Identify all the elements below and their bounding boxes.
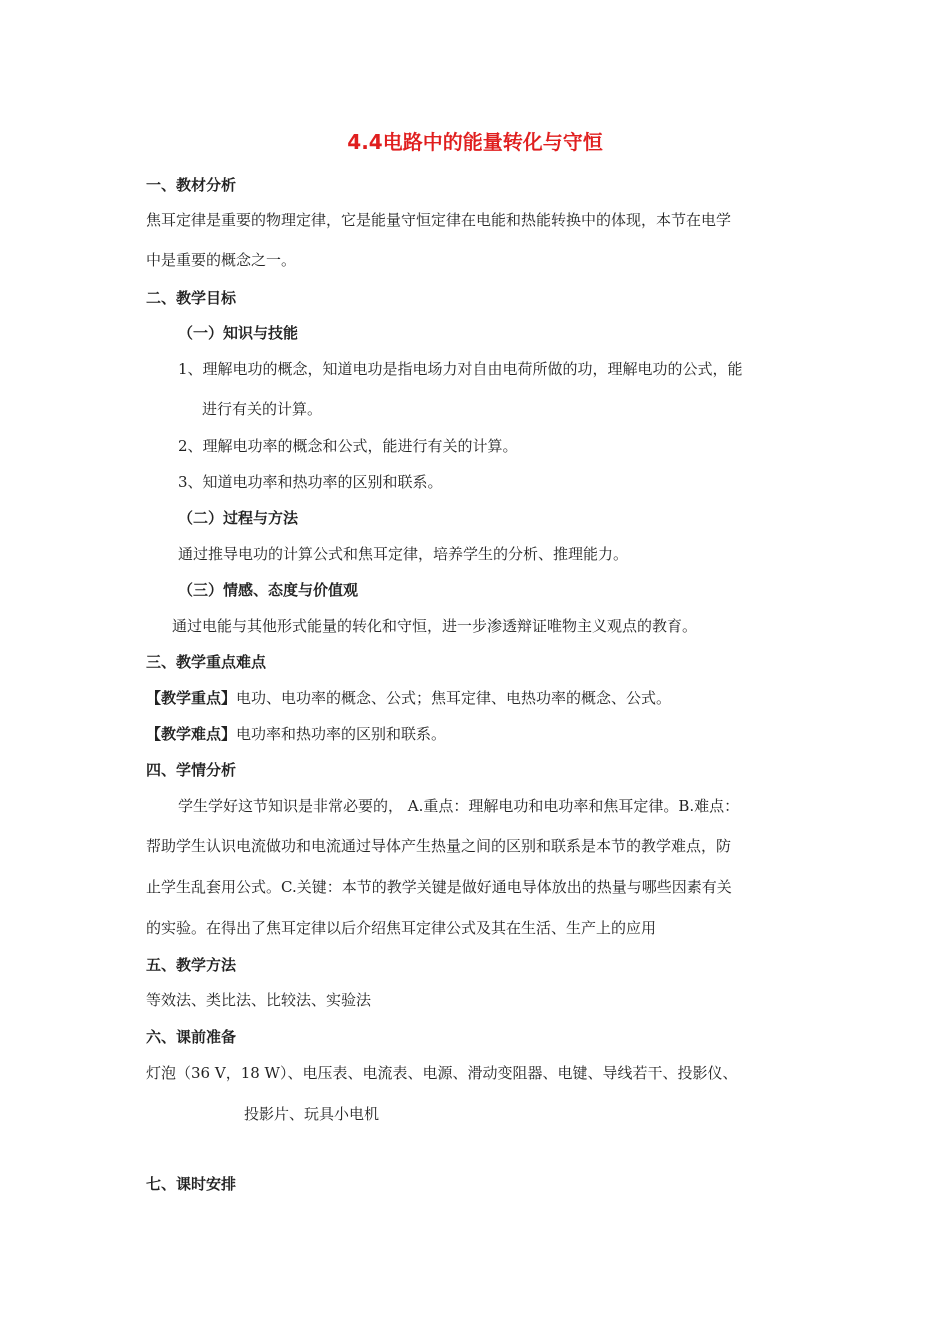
objective-item: 进行有关的计算。 — [202, 400, 323, 418]
paragraph-line: 灯泡（36 V，18 W）、电压表、电流表、电源、滑动变阻器、电键、导线若干、投影仪、 — [146, 1064, 738, 1082]
key-point-line — [146, 688, 671, 708]
paragraph-line: 中是重要的概念之一。 — [146, 251, 297, 269]
objective-item: 3、知道电功率和热功率的区别和联系。 — [178, 473, 443, 491]
subheading-attitude: （三）情感、态度与价值观 — [178, 581, 359, 599]
difficulty-text: 电功率和热功率的区别和联系。 — [236, 725, 447, 743]
key-point-label: 【教学重点】 — [146, 689, 237, 707]
paragraph-line: 焦耳定律是重要的物理定律，它是能量守恒定律在电能和热能转换中的体现，本节在电学 — [146, 211, 732, 229]
paragraph-line: 帮助学生认识电流做功和电流通过导体产生热量之间的区别和联系是本节的教学难点，防 — [146, 837, 732, 855]
paragraph-line: 学生学好这节知识是非常必要的， A.重点：理解电功和电功率和焦耳定律。B.难点： — [178, 797, 740, 815]
section-heading-student-analysis: 四、学情分析 — [146, 761, 237, 779]
paragraph-line: 的实验。在得出了焦耳定律以后介绍焦耳定律公式及其在生活、生产上的应用 — [146, 919, 657, 937]
paragraph-line: 止学生乱套用公式。C.关键：本节的教学关键是做好通电导体放出的热量与哪些因素有关 — [146, 878, 732, 896]
document-title: 4.4电路中的能量转化与守恒 — [347, 130, 603, 154]
objective-item: 1、理解电功的概念，知道电功是指电场力对自由电荷所做的功，理解电功的公式，能 — [178, 360, 743, 378]
key-point-text: 电功、电功率的概念、公式；焦耳定律、电热功率的概念、公式。 — [236, 689, 672, 707]
section-heading-preparation: 六、课前准备 — [146, 1028, 237, 1046]
paragraph-line: 等效法、类比法、比较法、实验法 — [146, 991, 372, 1009]
paragraph-line: 通过推导电功的计算公式和焦耳定律，培养学生的分析、推理能力。 — [178, 545, 629, 563]
section-heading-materials: 一、教材分析 — [146, 176, 237, 194]
difficulty-label: 【教学难点】 — [146, 725, 237, 743]
difficulty-line — [146, 724, 446, 744]
section-heading-objectives: 二、教学目标 — [146, 289, 237, 307]
subheading-knowledge: （一）知识与技能 — [178, 324, 299, 342]
section-heading-schedule: 七、课时安排 — [146, 1175, 237, 1193]
objective-item: 2、理解电功率的概念和公式，能进行有关的计算。 — [178, 437, 518, 455]
subheading-process: （二）过程与方法 — [178, 509, 299, 527]
section-heading-methods: 五、教学方法 — [146, 956, 237, 974]
section-heading-key-points: 三、教学重点难点 — [146, 653, 267, 671]
paragraph-line: 投影片、玩具小电机 — [244, 1105, 380, 1123]
paragraph-line: 通过电能与其他形式能量的转化和守恒，进一步渗透辩证唯物主义观点的教育。 — [172, 617, 698, 635]
